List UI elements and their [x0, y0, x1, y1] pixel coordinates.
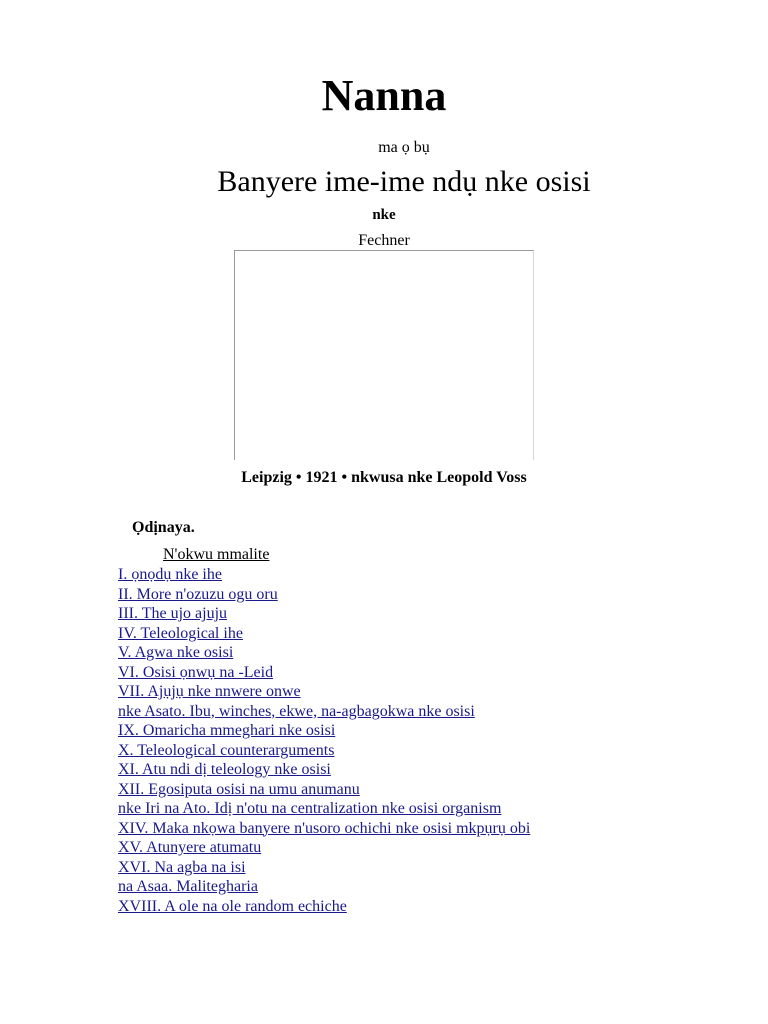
toc-link[interactable]: III. The ujo ajuju: [118, 605, 228, 622]
toc-heading: Ọdịnaya.: [132, 519, 195, 536]
toc-item: [118, 682, 530, 702]
toc-link[interactable]: V. Agwa nke osisi: [118, 644, 234, 661]
toc-link[interactable]: VI. Osisi ọnwụ na -Leid: [118, 663, 274, 681]
toc-link[interactable]: VII. Ajụjụ nke nnwere onwe: [118, 683, 301, 700]
toc-item: [118, 741, 530, 761]
toc-link[interactable]: XIV. Maka nkọwa banyere n'usoro ochichi nke osisi mkpụrụ obi: [118, 819, 531, 837]
toc-item: [118, 663, 530, 683]
toc-link[interactable]: II. More n'ozuzu ogu oru: [118, 585, 278, 603]
toc-link[interactable]: X. Teleological counterarguments: [118, 741, 335, 759]
toc-item: [118, 838, 530, 858]
toc-link[interactable]: nke Asato. Ibu, winches, ekwe, na-agbagokwa nke osisi: [118, 702, 475, 720]
toc-item: [118, 799, 530, 819]
toc-link[interactable]: XV. Atunyere atumatu: [118, 839, 262, 856]
toc-link[interactable]: XVI. Na agba na isi: [118, 858, 246, 876]
toc-link[interactable]: XII. Egosiputa osisi na umu anumanu: [118, 780, 360, 798]
toc-item: [118, 565, 530, 585]
toc-link[interactable]: I. ọnọdụ nke ihe: [118, 566, 222, 583]
toc-item: [118, 604, 530, 624]
toc-link[interactable]: IV. Teleological ihe: [118, 624, 243, 642]
toc-item: [118, 877, 530, 897]
imprint-line: Leipzig • 1921 • nkwusa nke Leopold Voss: [241, 469, 527, 486]
toc-item: [118, 760, 530, 780]
toc-item: [118, 585, 530, 605]
toc-item: [118, 897, 530, 917]
toc-link[interactable]: XI. Atu ndi dị teleology nke osisi: [118, 761, 331, 778]
toc-link[interactable]: IX. Omaricha mmeghari nke osisi: [118, 722, 336, 739]
author-name: Fechner: [358, 232, 410, 249]
toc-link[interactable]: nke Iri na Ato. Idị n'otu na centralization nke osisi organism: [118, 800, 502, 817]
subtitle-small: ma ọ bụ: [378, 139, 430, 156]
subtitle-large: Banyere ime-ime ndụ nke osisi: [217, 165, 591, 198]
toc-item: [118, 702, 530, 722]
toc-item: [118, 643, 530, 663]
toc-link[interactable]: na Asaa. Malitegharia: [118, 878, 258, 895]
toc-list: [118, 565, 530, 916]
image-placeholder: [234, 250, 534, 460]
toc-link[interactable]: XVIII. A ole na ole random echiche: [118, 897, 347, 915]
toc-item: [118, 858, 530, 878]
toc-item: [118, 819, 530, 839]
toc-item: [118, 780, 530, 800]
subtitle-nke: nke: [372, 207, 396, 223]
toc-item: [118, 721, 530, 741]
toc-item: [118, 624, 530, 644]
document-title: Nanna: [321, 71, 447, 120]
toc-intro-link[interactable]: N'okwu mmalite: [163, 546, 270, 563]
